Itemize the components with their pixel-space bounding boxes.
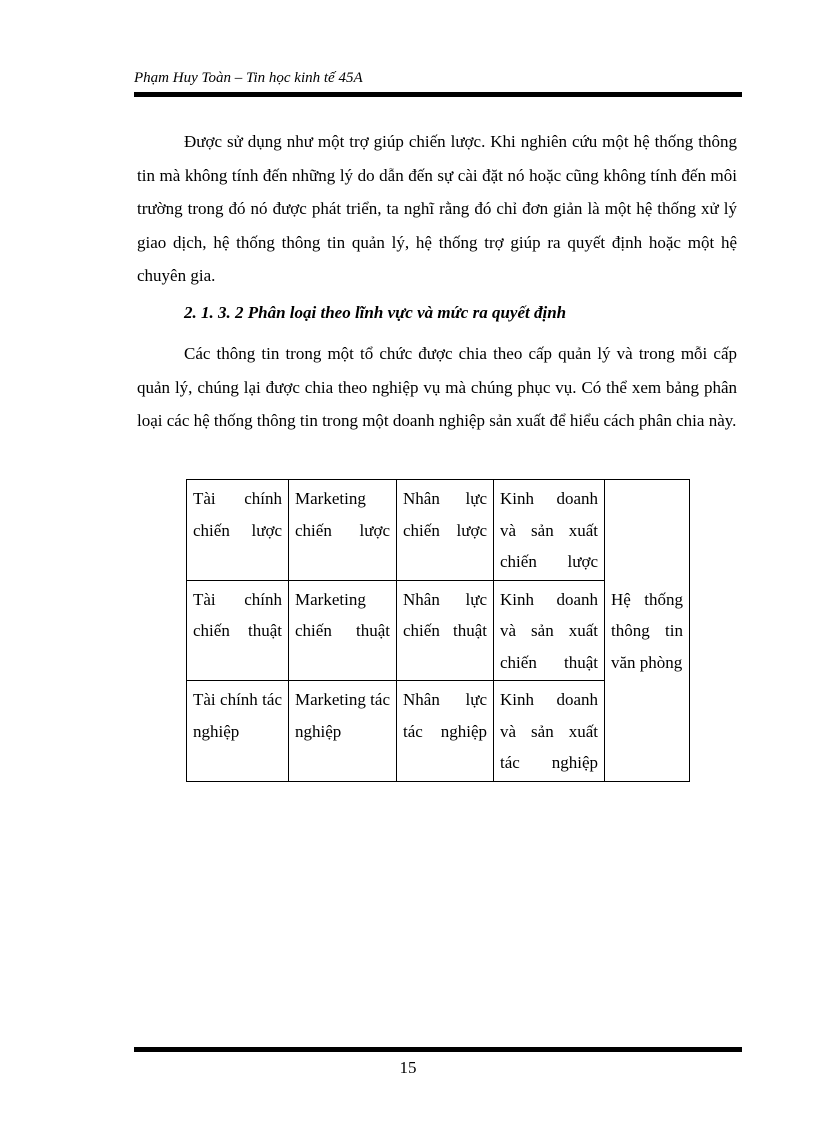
office-info-system-cell: Hệ thống thông tin văn phòng — [605, 480, 690, 782]
table-cell: Nhân lực tác nghiệp — [397, 681, 494, 782]
paragraph-2-text: Các thông tin trong một tổ chức được chia theo cấp quản lý và trong mỗi cấp quản lý, chúng lại được chia theo nghiệp vụ mà chúng phục vụ. Có thể xem bảng phân loại các hệ thống thông tin trong một doanh nghiệp sản xuất để hiểu cách phân chia này. — [137, 344, 737, 430]
page-number: 15 — [399, 1058, 417, 1077]
table-cell: Marketing chiến thuật — [289, 580, 397, 681]
table-cell: Nhân lực chiến thuật — [397, 580, 494, 681]
table-cell: Kinh doanh và sản xuất chiến thuật — [494, 580, 605, 681]
footer-rule — [134, 1047, 742, 1052]
paragraph-1-text: Được sử dụng như một trợ giúp chiến lược. Khi nghiên cứu một hệ thống thông tin mà không tính đến những lý do dẫn đến sự cài đặt nó hoặc cũng không tính đến môi trường trong đó nó được phát triển, ta nghĩ rằng đó chỉ đơn giản là một hệ thống xử lý giao dịch, hệ thống thông tin quản lý, hệ thống trợ giúp ra quyết định hoặc một hệ chuyên gia. — [137, 132, 737, 285]
table-cell: Kinh doanh và sản xuất tác nghiệp — [494, 681, 605, 782]
running-header: Phạm Huy Toàn – Tin học kinh tế 45A — [134, 70, 363, 86]
table-cell: Tài chính tác nghiệp — [187, 681, 289, 782]
table-cell: Tài chính chiến lược — [187, 480, 289, 581]
classification-table — [186, 479, 690, 782]
table-cell: Marketing chiến lược — [289, 480, 397, 581]
table-cell: Kinh doanh và sản xuất chiến lược — [494, 480, 605, 581]
table-row — [187, 480, 690, 581]
header-rule — [134, 92, 742, 97]
table-cell: Marketing tác nghiệp — [289, 681, 397, 782]
paragraph-2 — [137, 337, 737, 438]
table-cell: Tài chính chiến thuật — [187, 580, 289, 681]
table-cell: Nhân lực chiến lược — [397, 480, 494, 581]
paragraph-1 — [137, 125, 737, 293]
section-heading: 2. 1. 3. 2 Phân loại theo lĩnh vực và mức ra quyết định — [184, 303, 567, 322]
